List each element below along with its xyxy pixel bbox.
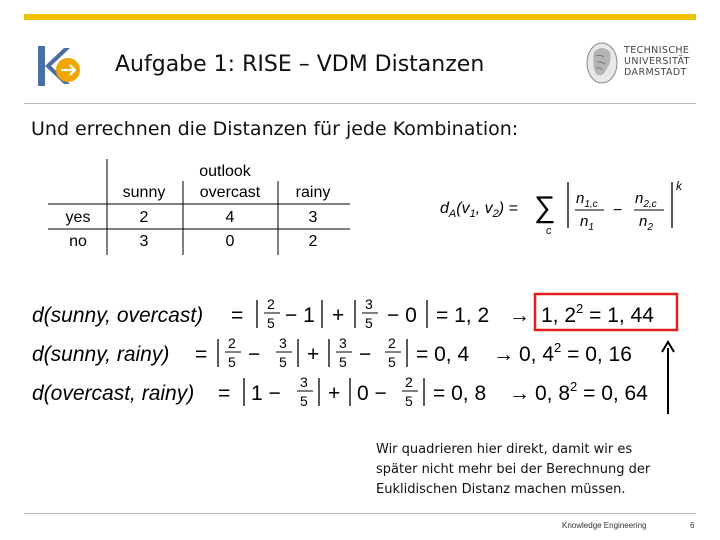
svg-text:n2: $n_2$ [639,213,653,233]
vdm-formula [436,176,696,240]
svg-text:n1,c: $n_{1,c}$ [576,190,598,210]
svg-text:−: − [359,343,372,366]
distance-equations [30,290,690,420]
table-group-header: outlook [199,163,251,180]
svg-text:→: → [509,382,530,405]
svg-text:→: → [509,304,530,327]
svg-text:0, 82 = 0, 64: 0, $8^2 = 0$, 64 [535,379,648,405]
table-cell: 0 [225,233,235,250]
svg-text:=: = [231,304,244,327]
outlook-count-table [40,155,360,260]
athena-seal-icon [584,40,620,86]
svg-text:5: 5 [300,393,308,409]
svg-text:3: 3 [279,335,287,351]
table-column-header: rainy [295,184,331,201]
arrow-up-icon [658,340,678,415]
svg-text:2: 2 [228,335,236,351]
svg-text:+: + [332,304,345,327]
svg-text:− 0: − 0 [387,304,417,327]
svg-text:+: + [328,382,341,405]
svg-text:2: 2 [405,374,413,390]
svg-text:0 −: 0 − [357,382,387,405]
svg-text:3: 3 [365,296,373,312]
formula-exponent: k [676,179,682,193]
table-cell: 2 [139,209,149,226]
footer-divider [24,513,696,514]
table-column-header: sunny [122,184,166,201]
svg-text:1, 22 = 1, 44: 1, $2^2 = 1$, 44 [541,301,654,327]
university-line-2: UNIVERSITÄT [624,56,690,67]
svg-text:5: 5 [405,393,413,409]
table-cell: 3 [139,233,149,250]
header-divider [24,103,696,104]
explanation-note [376,440,650,500]
svg-text:=: = [195,343,208,366]
equation-1-result: = 1, 2 [436,304,490,327]
note-line: später nicht mehr bei der Berechnung der [376,462,651,477]
sum-index: c [546,225,552,237]
svg-text:→: → [493,343,514,366]
accent-bar [24,14,696,20]
university-name [624,45,690,78]
svg-text:1 −: 1 − [251,382,281,405]
svg-text:=: = [218,382,231,405]
svg-text:∑: ∑ [534,191,556,224]
svg-text:−: − [248,343,261,366]
svg-text:2: 2 [267,296,275,312]
svg-text:+: + [307,343,320,366]
svg-text:0, 42 = 0, 16: 0, $4^2 = 0$, 16 [519,340,632,366]
svg-text:n1: $n_1$ [580,213,594,233]
table-column-header: overcast [199,184,261,201]
equation-2-result: = 0, 4 [416,343,470,366]
slide-title: Aufgabe 1: RISE – VDM Distanzen [115,52,485,77]
svg-text:3: 3 [339,335,347,351]
svg-text:2: 2 [388,335,396,351]
svg-text:3: 3 [300,374,308,390]
svg-text:5: 5 [267,315,275,331]
svg-text:5: 5 [228,354,236,370]
svg-text:5: 5 [388,354,396,370]
knowledge-engineering-logo [34,44,84,88]
equation-3-result: = 0, 8 [433,382,487,405]
page-number: 6 [690,521,695,530]
university-line-3: DARMSTADT [624,67,687,78]
tu-darmstadt-logo [584,40,696,86]
equation-2-lhs: d(sunny, rainy) [32,343,170,366]
svg-text:5: 5 [339,354,347,370]
svg-text:− 1: − 1 [285,304,315,327]
table-row-label: no [69,233,87,250]
equation-3-lhs: d(overcast, rainy) [32,382,195,405]
slide-subtitle: Und errechnen die Distanzen für jede Kombination: [31,118,519,140]
svg-text:5: 5 [279,354,287,370]
note-line: Wir quadrieren hier direkt, damit wir es [376,442,633,457]
note-line: Euklidischen Distanz machen müssen. [376,482,626,497]
table-cell: 4 [225,209,235,226]
table-cell: 2 [308,233,318,250]
svg-text:5: 5 [365,315,373,331]
university-line-1: TECHNISCHE [624,45,690,56]
table-row-label: yes [65,209,91,226]
svg-text:dA(v1, v2) =: $d_A(v_1$, $v_2$) = [440,200,518,220]
table-cell: 3 [308,209,318,226]
svg-text:−: − [613,202,623,219]
svg-text:n2,c: $n_{2,c}$ [635,190,657,210]
equation-1-lhs: d(sunny, overcast) [32,304,204,327]
footer-label: Knowledge Engineering [562,521,647,530]
